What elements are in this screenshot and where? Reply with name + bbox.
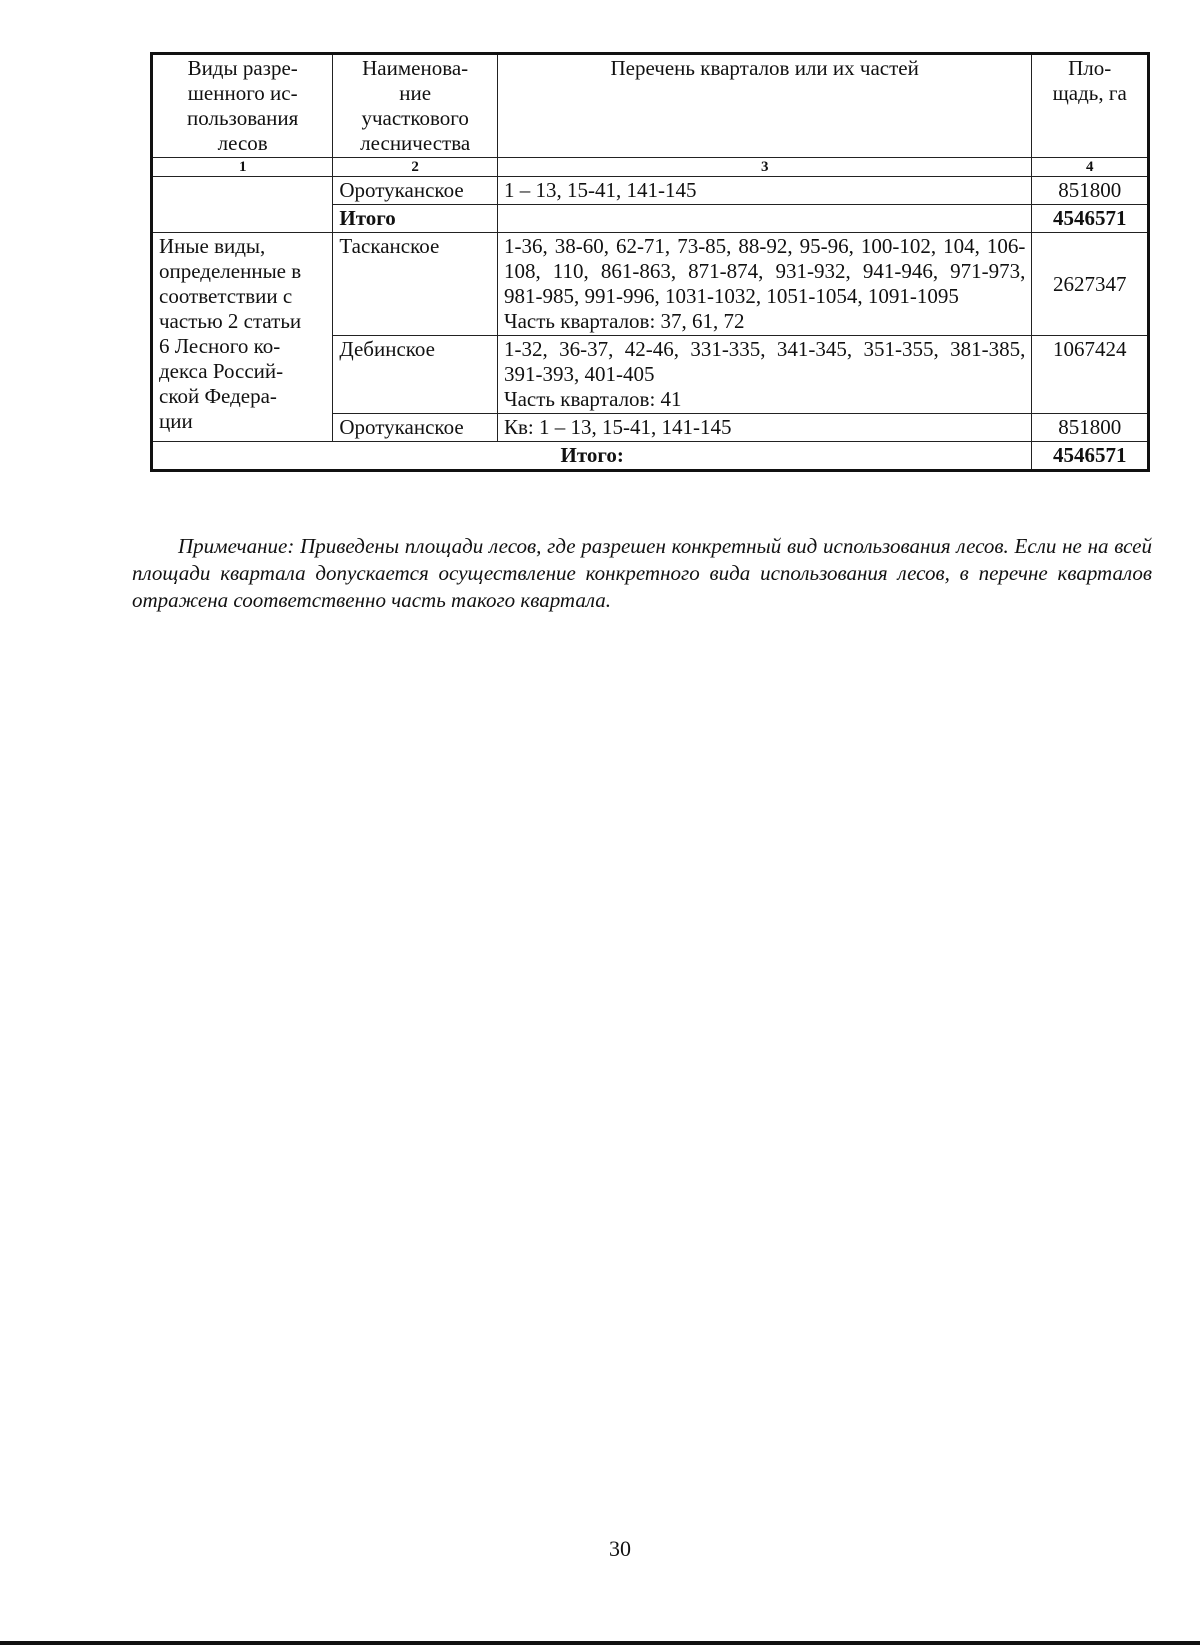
table-note: Примечание: Приведены площади лесов, где разрешен конкретный вид использования лесов. Если не на всей площади квартала допускается осуществление конкретного вида использования лесов, в перечне кварталов отражена соответственно часть такого квартала.: [132, 534, 1152, 612]
quarters-list-text: 1-36, 38-60, 62-71, 73-85, 88-92, 95-96, 100-102, 104, 106-108, 110, 861-863, 871-874, 931-932, 941-946, 971-973, 981-985, 991-996, 1031-1032, 1051-1054, 1091-1095: [503, 234, 1026, 308]
header-area: Пло- щадь, га: [1032, 54, 1149, 158]
quarters-cell: [497, 336, 1031, 414]
subtotal-empty-cell: [497, 205, 1031, 233]
column-number-2: 2: [333, 158, 498, 177]
bottom-rule: [0, 1641, 1200, 1645]
area-cell: 1067424: [1032, 336, 1149, 414]
subtotal-area: 4546571: [1032, 205, 1149, 233]
quarters-cell: 1 – 13, 15-41, 141-145: [497, 177, 1031, 205]
total-label: Итого:: [152, 442, 1032, 471]
column-number-3: 3: [497, 158, 1031, 177]
table-row: [152, 233, 1149, 336]
header-usage-type: Виды разре- шенного ис- пользования лесов: [152, 54, 333, 158]
forest-usage-table: [150, 52, 1150, 472]
table-row: [152, 177, 1149, 205]
area-cell: 851800: [1032, 414, 1149, 442]
column-number-1: 1: [152, 158, 333, 177]
page-number: 30: [609, 1536, 631, 1561]
partial-quarters-text: Часть кварталов: 41: [503, 387, 682, 411]
quarters-cell: Кв: 1 – 13, 15-41, 141-145: [497, 414, 1031, 442]
usage-type-cell: Иные виды, определенные в соответствии с частью 2 статьи 6 Лесного ко- декса Россий- ской Федера- ции: [152, 233, 333, 442]
quarters-list-text: 1-32, 36-37, 42-46, 331-335, 341-345, 351-355, 381-385, 391-393, 401-405: [503, 337, 1026, 386]
area-cell: 2627347: [1032, 233, 1149, 336]
column-number-row: [152, 158, 1149, 177]
column-number-4: 4: [1032, 158, 1149, 177]
partial-quarters-text: Часть кварталов: 37, 61, 72: [503, 309, 745, 333]
forestry-name-cell: Дебинское: [333, 336, 498, 414]
subtotal-label: Итого: [333, 205, 498, 233]
forestry-name-cell: Оротуканское: [333, 177, 498, 205]
total-area: 4546571: [1032, 442, 1149, 471]
total-row: [152, 442, 1149, 471]
usage-type-cell-empty: [152, 177, 333, 233]
forestry-name-cell: Оротуканское: [333, 414, 498, 442]
area-cell: 851800: [1032, 177, 1149, 205]
quarters-cell: [497, 233, 1031, 336]
forestry-name-cell: Тасканское: [333, 233, 498, 336]
table-header-row: [152, 54, 1149, 158]
header-forestry-name: Наименова- ние участкового лесничества: [333, 54, 498, 158]
header-quarters-list: Перечень кварталов или их частей: [497, 54, 1031, 158]
